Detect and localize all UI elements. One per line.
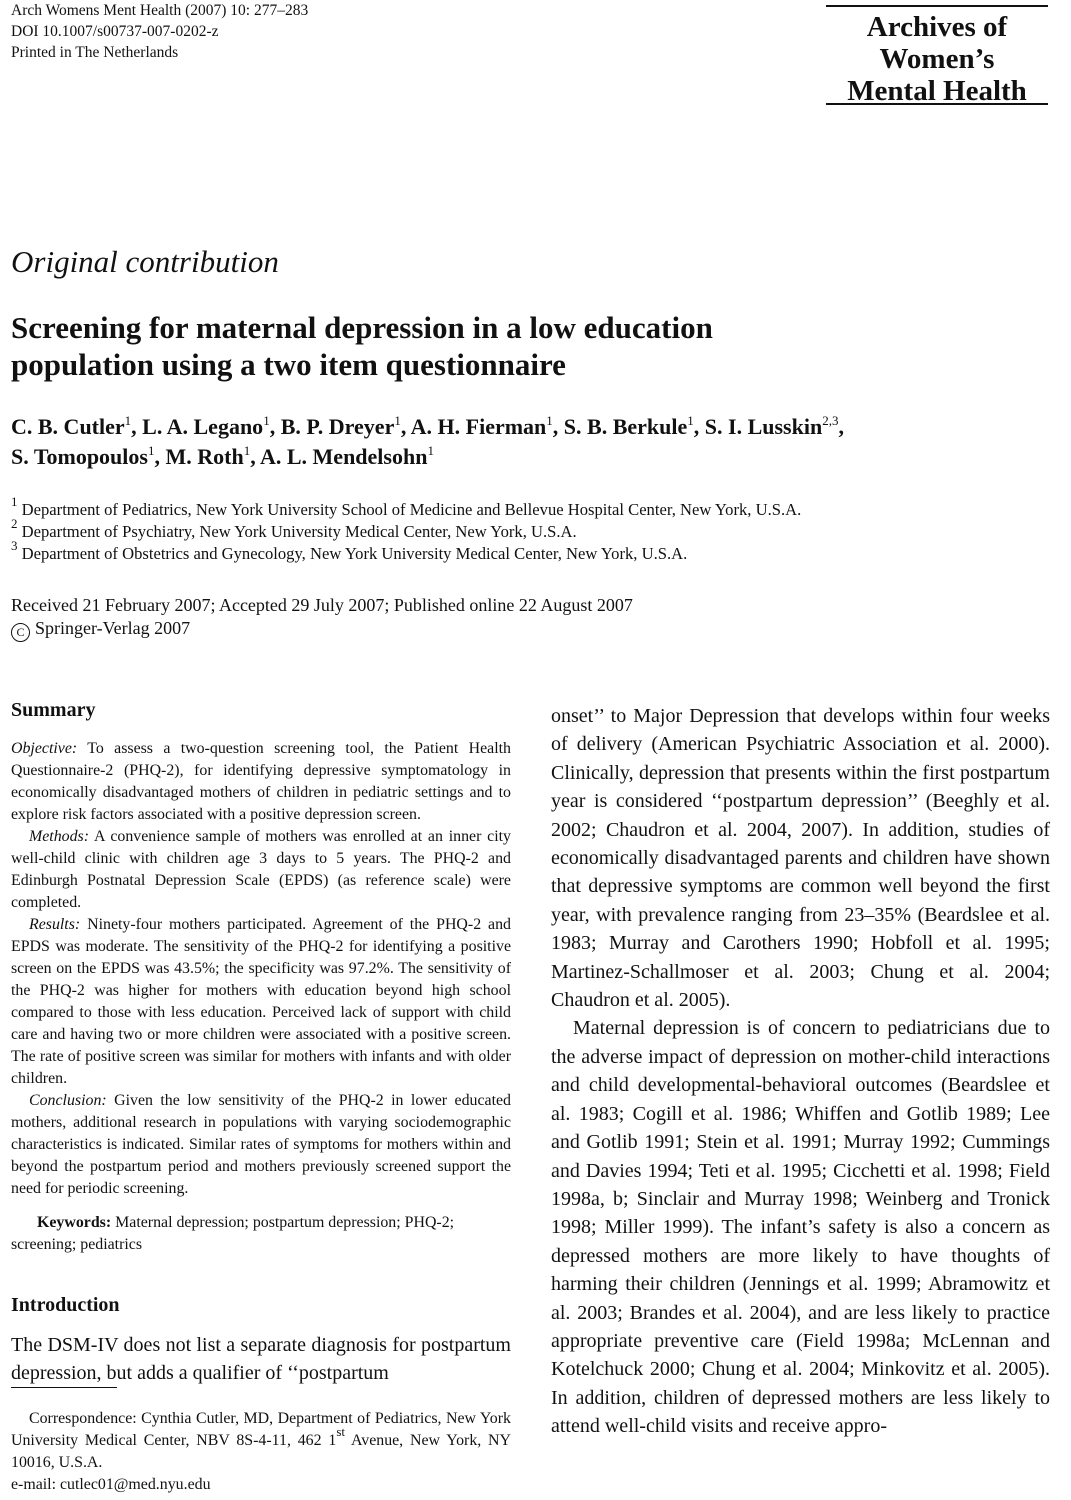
article-type: Original contribution [11, 244, 279, 279]
affiliation [11, 494, 802, 521]
summary-heading: Summary [11, 699, 96, 721]
correspondence-email: e-mail: cutlec01@med.nyu.edu [11, 1476, 211, 1493]
journal-name-line: Archives of [866, 11, 1008, 43]
author-affiliation-mark: 1 [124, 413, 132, 428]
printed-line: Printed in The Netherlands [11, 44, 179, 61]
summary-results [11, 914, 511, 1090]
author-name: S. I. Lusskin [704, 414, 823, 439]
footnote-divider [11, 1387, 117, 1388]
left-column [11, 697, 511, 1388]
copyright-icon: C [11, 623, 30, 642]
body-paragraph: Maternal depression is of concern to pediatricians due to the adverse impact of depression on mother-child interactions and child developmental-behavioral outcomes (Beardslee et al. 1983; Cogill et al. 1986; Whiffen and Gotlib 1989; Lee and Gotlib 1991; Stein et al. 1991; Murray 1992; Cummings and Davies 1994; Teti et al. 1995; Cicchetti et al. 1998; Field 1998a, b; Sinclair and Murray 1998; Weinberg and Tronick 1998; Miller 1999). The infant’s safety is also a concern as depressed mothers are more likely to have thoughts of harming their children (Jennings et al. 1999; Abramowitz et al. 2003; Brandes et al. 2004), and are less likely to practice appropriate preventive care (Field 1998a; McLennan and Kotelchuck 2000; Chung et al. 2004; Minkovitz et al. 2005). In addition, children of depressed mothers are less likely to attend well-child visits and receive appro- [551, 1017, 1050, 1438]
author-list: C. B. Cutler$^1$, L. A. Legano$^1$, B. P. Dreyer$^1$, A. H. Fierman$^1$, S. B. Berkule$^1$, S. I. Lusskin$^{2,3}$, S. Tomopoulos$^1$, M. Roth$^1$, A. L. Mendelsohn$^1$ [11, 413, 844, 469]
journal-name-line: Women’s [879, 43, 995, 75]
summary-methods [11, 826, 511, 914]
affiliation-text: Department of Psychiatry, New York University Medical Center, New York, U.S.A. [21, 522, 577, 541]
correspondence-superscript: st [336, 1424, 346, 1439]
copyright-line [11, 617, 190, 642]
results-text: Ninety-four mothers participated. Agreement of the PHQ-2 and EPDS was moderate. The sensitivity of the PHQ-2 for identifying a positive screen on the EPDS was 43.5%; the specificity was 97.2%. The sensitivity of the PHQ-2 was higher for mothers with education beyond high school compared to those with less education. Perceived lack of support with child care and having two or more children were associated with a positive screen. The rate of positive screen was similar for mothers with infants and with older children. [11, 916, 511, 1087]
affiliation [11, 516, 577, 543]
affiliation [11, 538, 688, 565]
objective-text: To assess a two-question screening tool, the Patient Health Questionnaire-2 (PHQ-2), for identifying depressive symptomatology in economically disadvantaged mothers of children in pediatric settings and to explore risk factors associated with a positive depression screen. [11, 740, 511, 823]
summary-conclusion [11, 1090, 511, 1200]
citation-line: Arch Womens Ment Health (2007) 10: 277–283 [11, 2, 309, 19]
article-title [11, 309, 911, 383]
affiliation-number: 1 [11, 494, 18, 509]
author-affiliation-mark: 1 [147, 443, 155, 458]
keywords-text: Maternal depression; postpartum depression; PHQ-2; screening; pediatrics [11, 1214, 455, 1253]
objective-label: Objective: [11, 740, 78, 757]
conclusion-text: Given the low sensitivity of the PHQ-2 in lower educated mothers, additional research in populations with varying sociodemographic characteristics is indicated. Similar rates of symptoms for mothers within and beyond the postpartum period and mothers previously screened support the need for periodic screening. [11, 1092, 511, 1197]
author-affiliation-mark: 1 [243, 443, 251, 458]
author-name: S. Tomopoulos [11, 444, 148, 469]
received-dates: Received 21 February 2007; Accepted 29 July 2007; Published online 22 August 2007 [11, 595, 633, 615]
title-line: Screening for maternal depression in a low education [11, 310, 713, 345]
correspondence-text: Avenue, New York, NY 10016, U.S.A. [11, 1432, 511, 1471]
doi-line: DOI 10.1007/s00737-007-0202-z [11, 23, 219, 40]
author-affiliation-mark: 1 [546, 413, 553, 428]
keywords-label: Keywords: [37, 1214, 112, 1231]
keywords [11, 1212, 511, 1256]
right-column [551, 702, 1050, 1441]
affiliation-text: Department of Pediatrics, New York University School of Medicine and Bellevue Hospital Center, New York, U.S.A. [21, 500, 802, 519]
methods-label: Methods: [29, 828, 90, 845]
introduction-heading: Introduction [11, 1294, 120, 1316]
author-name: L. A. Legano [142, 414, 264, 439]
summary-objective [11, 738, 511, 826]
affiliation-number: 2 [11, 516, 18, 531]
author-name: A. H. Fierman [410, 414, 547, 439]
affiliation-number: 3 [11, 538, 18, 553]
summary-body [11, 738, 511, 1256]
conclusion-label: Conclusion: [29, 1092, 107, 1109]
correspondence-address [11, 1408, 511, 1474]
correspondence-text: Correspondence: Cynthia Cutler, MD, Department of Pediatrics, New York University Medical Center, NBV 8S-4-11, 462 1 [11, 1410, 511, 1449]
journal-name-line: Mental Health [847, 75, 1027, 107]
author-affiliation-mark: 2,3 [822, 413, 839, 428]
author-affiliation-mark: 1 [394, 413, 401, 428]
author-name: M. Roth [165, 444, 244, 469]
affiliation-text: Department of Obstetrics and Gynecology, New York University Medical Center, New York, U.S.A. [21, 544, 688, 563]
author-affiliation-mark: 1 [427, 443, 434, 458]
body-paragraph: onset’’ to Major Depression that develops within four weeks of delivery (American Psychiatric Association et al. 2000). Clinically, depression that presents within the first postpartum year is considered ‘‘postpartum depression’’ (Beeghly et al. 2002; Chaudron et al. 2004, 2007). In addition, studies of economically disadvantaged parents and children have shown that depressive symptoms are common well beyond the first year, with prevalence ranging from 23–35% (Beardslee et al. 1983; Murray and Carothers 1990; Hobfoll et al. 1995; Martinez-Schallmoser et al. 2003; Chung et al. 2004; Chaudron et al. 2005). [551, 705, 1050, 1012]
results-label: Results: [29, 916, 81, 933]
author-name: C. B. Cutler [11, 414, 125, 439]
author-affiliation-mark: 1 [263, 413, 270, 428]
correspondence-footnote [11, 1408, 511, 1496]
journal-name-box [826, 5, 1048, 105]
title-line: population using a two item questionnaire [11, 347, 566, 382]
author-affiliation-mark: 1 [687, 413, 694, 428]
author-name: B. P. Dreyer [280, 414, 395, 439]
author-name: S. B. Berkule [563, 414, 688, 439]
introduction-text: The DSM-IV does not list a separate diagnosis for postpartum depression, but adds a qualifier of ‘‘postpartum [11, 1334, 511, 1385]
copyright-text: Springer-Verlag 2007 [35, 618, 191, 638]
author-name: A. L. Mendelsohn [259, 444, 428, 469]
methods-text: A convenience sample of mothers was enrolled at an inner city well-child clinic with children age 3 days to 5 years. The PHQ-2 and Edinburgh Postnatal Depression Scale (EPDS) (as reference scale) were completed. [11, 828, 511, 911]
